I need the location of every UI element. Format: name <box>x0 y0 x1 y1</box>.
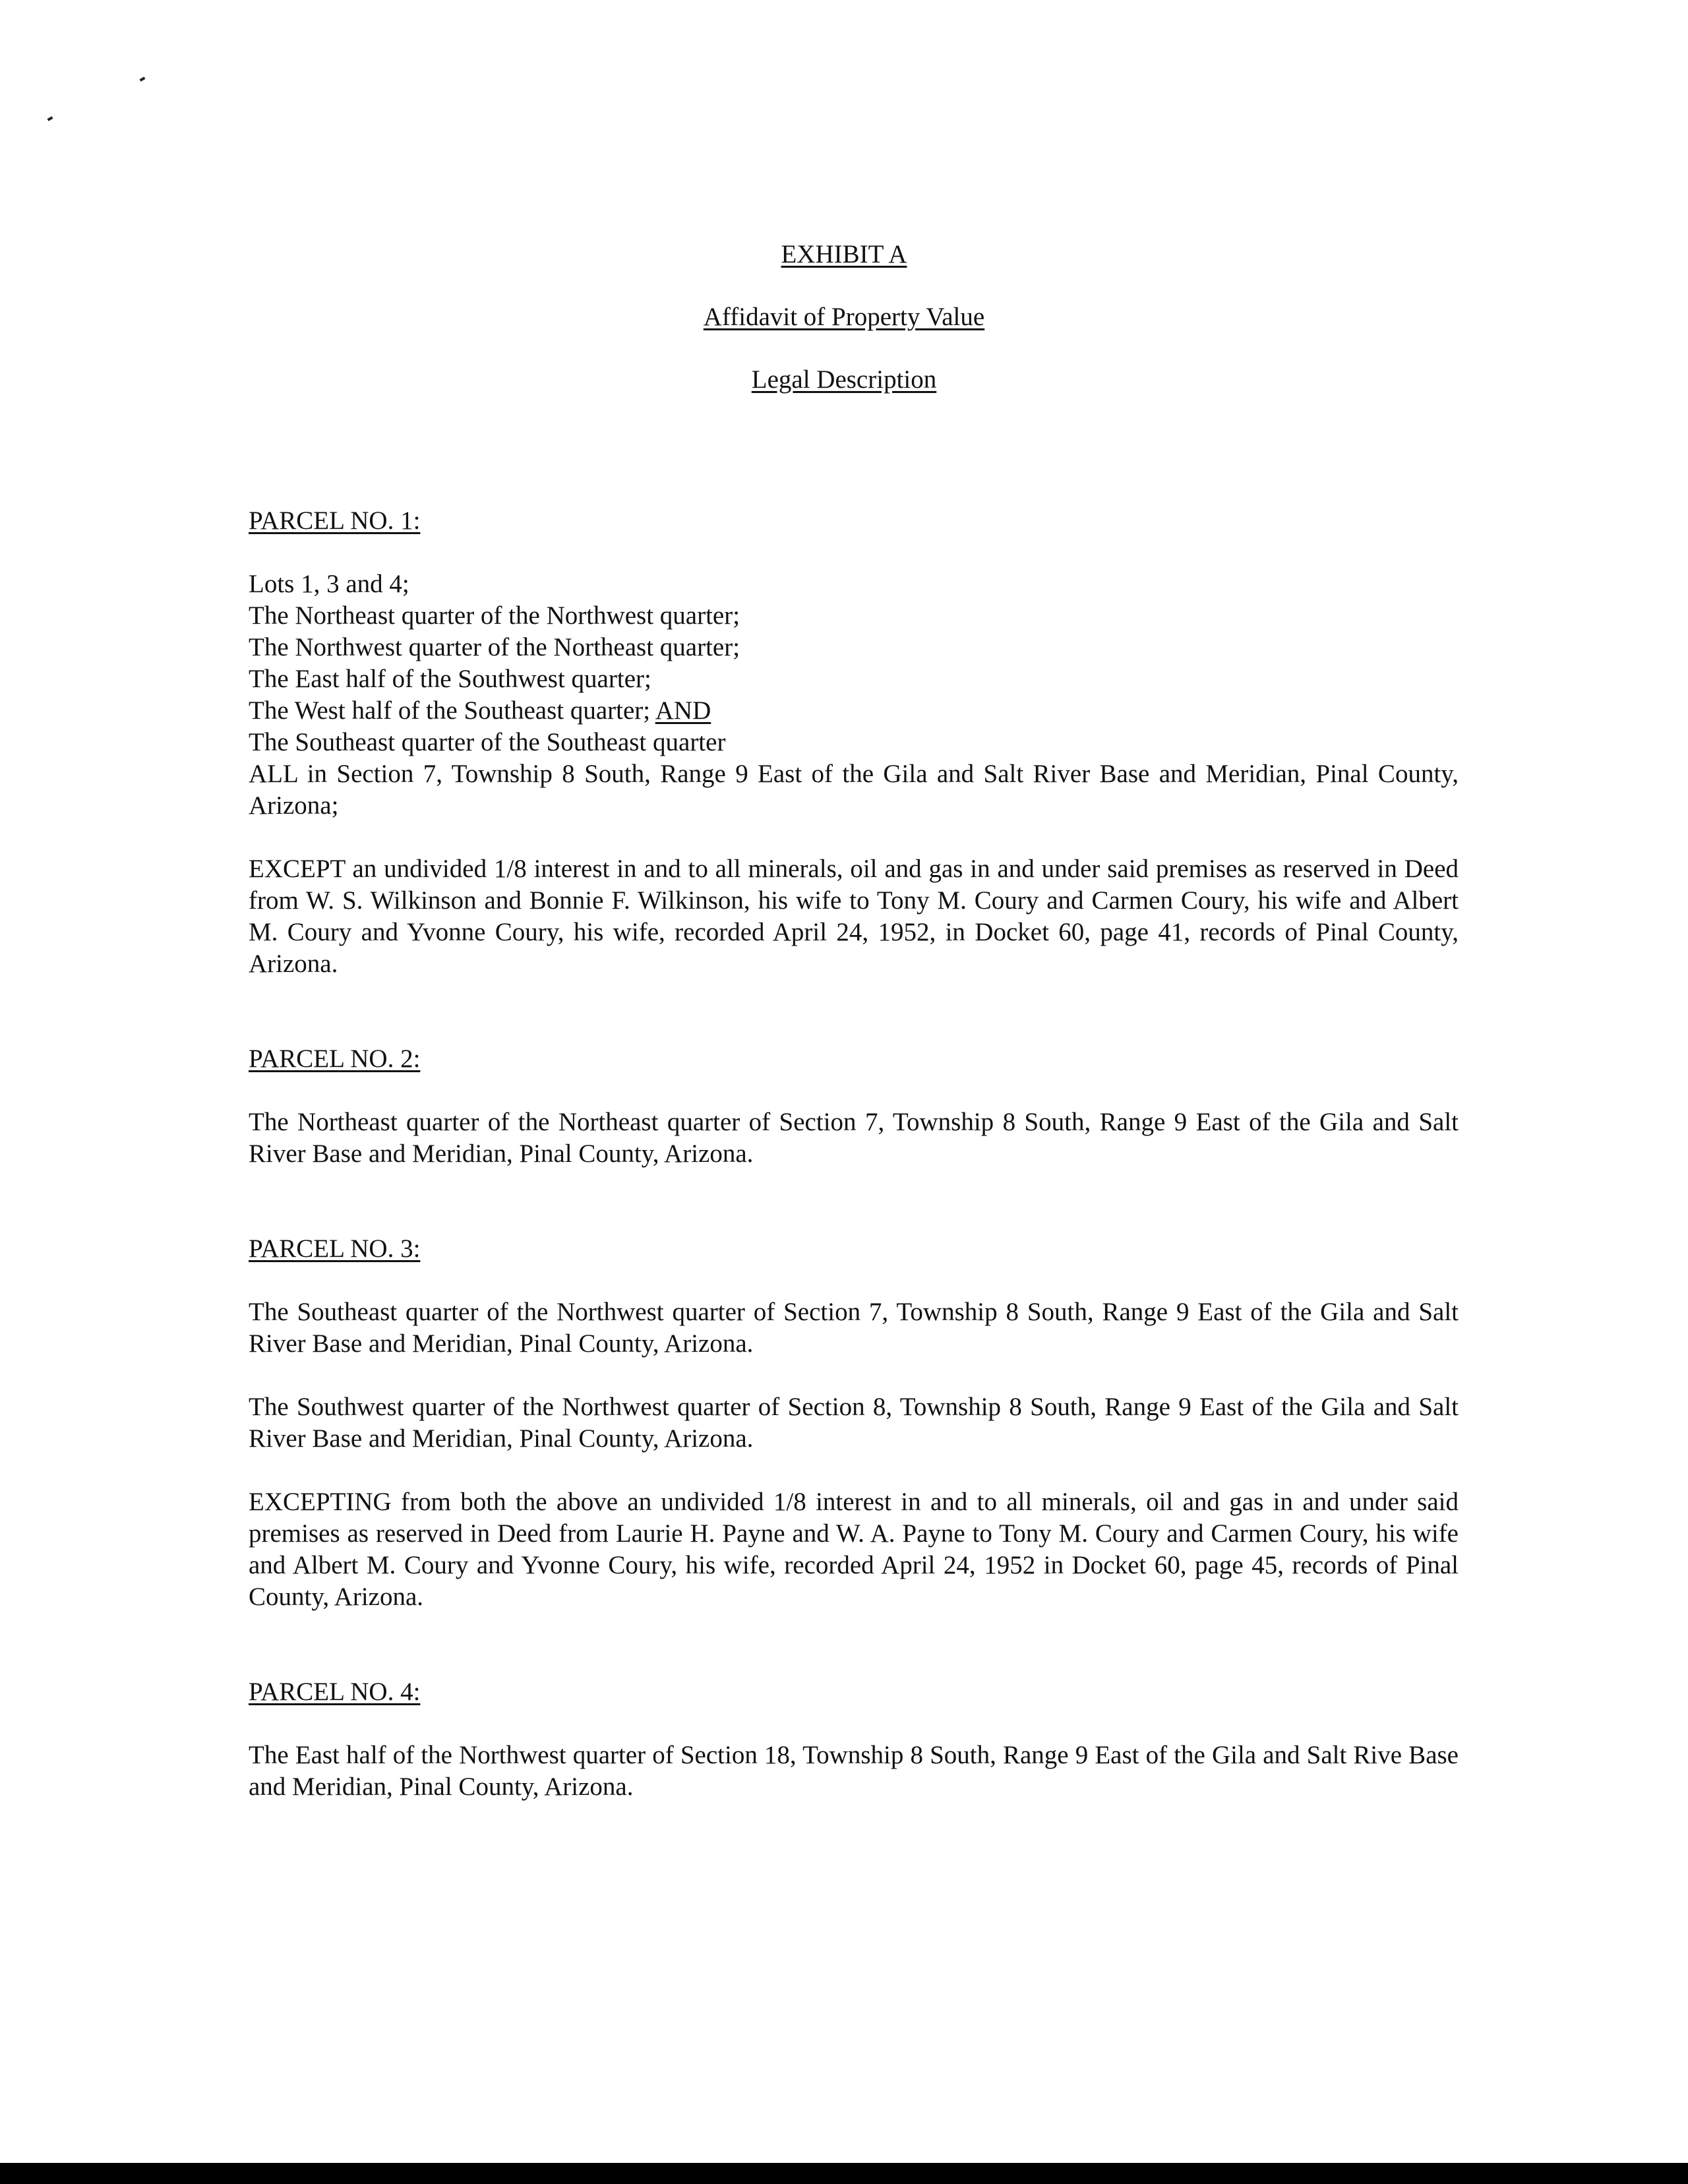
parcel-1-heading: PARCEL NO. 1: <box>249 506 421 535</box>
document-subtitle: Legal Description <box>751 365 937 394</box>
parcel-3-description-1: The Southeast quarter of the Northwest quarter of Section 7, Township 8 South, Range 9 East of the Gila and Salt River Base and Meridian, Pinal County, Arizona. <box>249 1298 1459 1358</box>
parcel-3 <box>249 1233 1459 1613</box>
parcel-4-heading: PARCEL NO. 4: <box>249 1678 421 1706</box>
document-header <box>0 241 1688 392</box>
parcel-1-line <box>249 695 1459 727</box>
and-conjunction: AND <box>655 696 711 725</box>
parcel-1-line: The Southeast quarter of the Southeast quarter <box>249 728 726 756</box>
scan-speck <box>47 116 53 121</box>
scan-border <box>0 2163 1688 2184</box>
document-title: Affidavit of Property Value <box>703 303 985 331</box>
parcel-4-description: The East half of the Northwest quarter of Section 18, Township 8 South, Range 9 East of the Gila and Salt Rive Base and Meridian, Pinal County, Arizona. <box>249 1741 1459 1801</box>
parcel-3-exception: EXCEPTING from both the above an undivided 1/8 interest in and to all minerals, oil and gas in and under said premises as reserved in Deed from Laurie H. Payne and W. A. Payne to Tony M. Coury and Carmen Coury, his wife and Albert M. Coury and Yvonne Coury, his wife, recorded April 24, 1952 in Docket 60, page 45, records of Pinal County, Arizona. <box>249 1488 1459 1611</box>
scan-speck <box>140 76 146 81</box>
parcel-3-description-2: The Southwest quarter of the Northwest quarter of Section 8, Township 8 South, Range 9 East of the Gila and Salt River Base and Meridian, Pinal County, Arizona. <box>249 1393 1459 1453</box>
document-body <box>249 505 1459 1803</box>
parcel-4 <box>249 1676 1459 1803</box>
parcel-2-heading: PARCEL NO. 2: <box>249 1045 421 1073</box>
parcel-1-exception: EXCEPT an undivided 1/8 interest in and to all minerals, oil and gas in and under said premises as reserved in Deed from W. S. Wilkinson and Bonnie F. Wilkinson, his wife to Tony M. Coury and Carmen Coury, his wife and Albert M. Coury and Yvonne Coury, his wife, recorded April 24, 1952, in Docket 60, page 41, records of Pinal County, Arizona. <box>249 855 1459 978</box>
parcel-1-line: The East half of the Southwest quarter; <box>249 665 651 693</box>
parcel-3-heading: PARCEL NO. 3: <box>249 1234 421 1263</box>
parcel-2-description: The Northeast quarter of the Northeast quarter of Section 7, Township 8 South, Range 9 East of the Gila and Salt River Base and Meridian, Pinal County, Arizona. <box>249 1108 1459 1168</box>
exhibit-heading: EXHIBIT A <box>781 240 907 268</box>
parcel-1-all-in: ALL in Section 7, Township 8 South, Range 9 East of the Gila and Salt River Base and Meridian, Pinal County, Arizona; <box>249 760 1459 820</box>
parcel-1-line-text: The West half of the Southeast quarter; <box>249 696 651 725</box>
parcel-1 <box>249 505 1459 980</box>
parcel-1-line: The Northeast quarter of the Northwest quarter; <box>249 601 740 630</box>
parcel-1-line: The Northwest quarter of the Northeast quarter; <box>249 633 740 661</box>
parcel-2 <box>249 1043 1459 1170</box>
parcel-1-line: Lots 1, 3 and 4; <box>249 570 409 598</box>
